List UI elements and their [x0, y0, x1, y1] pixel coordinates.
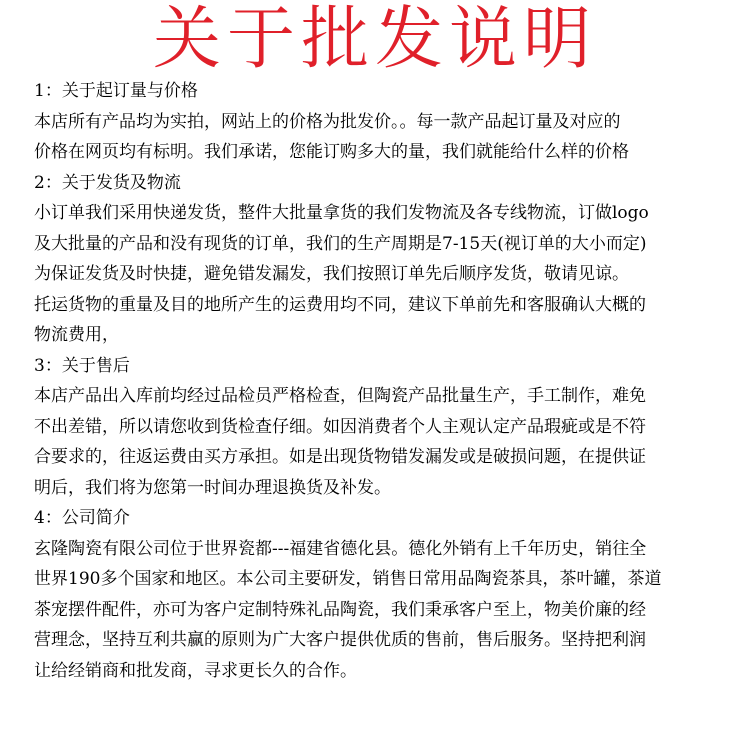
paragraph-line: 茶宠摆件配件，亦可为客户定制特殊礼品陶瓷，我们秉承客户至上，物美价廉的经: [34, 599, 646, 620]
paragraph-line: 世界190多个国家和地区。本公司主要研发，销售日常用品陶瓷茶具，茶叶罐，茶道: [34, 569, 662, 589]
paragraph-line: 小订单我们采用快递发货，整件大批量拿货的我们发物流及各专线物流，订做logo: [34, 203, 649, 223]
paragraph-line: 本店产品出入库前均经过品检员严格检查，但陶瓷产品批量生产，手工制作，难免: [34, 386, 646, 406]
paragraph-line: 明后，我们将为您第一时间办理退换货及补发。: [34, 477, 391, 498]
section-heading-after-sales: 3：关于售后: [34, 355, 130, 376]
paragraph-line: 及大批量的产品和没有现货的订单，我们的生产周期是7-15天(视订单的大小而定): [34, 233, 647, 254]
paragraph-line: 让给经销商和批发商，寻求更长久的合作。: [34, 660, 357, 681]
page-title: 关于批发说明: [152, 0, 597, 79]
paragraph-line: 玄隆陶瓷有限公司位于世界瓷都---福建省德化县。德化外销有上千年历史，销往全: [34, 538, 647, 559]
section-heading-company: 4：公司简介: [34, 508, 130, 528]
paragraph-line: 价格在网页均有标明。我们承诺，您能订购多大的量，我们就能给什么样的价格: [34, 142, 629, 162]
paragraph-line: 托运货物的重量及目的地所产生的运费用均不同，建议下单前先和客服确认大概的: [34, 294, 646, 315]
paragraph-line: 物流费用，: [34, 325, 119, 345]
section-heading-shipping: 2：关于发货及物流: [34, 172, 181, 193]
paragraph-line: 合要求的，往返运费由买方承担。如是出现货物错发漏发或是破损问题，在提供证: [34, 447, 646, 467]
paragraph-line: 营理念，坚持互利共赢的原则为广大客户提供优质的售前，售后服务。坚持把利润: [34, 630, 646, 650]
section-heading-order-price: 1：关于起订量与价格: [34, 81, 198, 101]
paragraph-line: 为保证发货及时快捷，避免错发漏发，我们按照订单先后顺序发货，敬请见谅。: [34, 264, 629, 284]
notice-body: [34, 76, 734, 686]
paragraph-line: 本店所有产品均为实拍，网站上的价格为批发价。。每一款产品起订量及对应的: [34, 111, 621, 132]
paragraph-line: 不出差错，所以请您收到货检查仔细。如因消费者个人主观认定产品瑕疵或是不符: [34, 416, 646, 437]
